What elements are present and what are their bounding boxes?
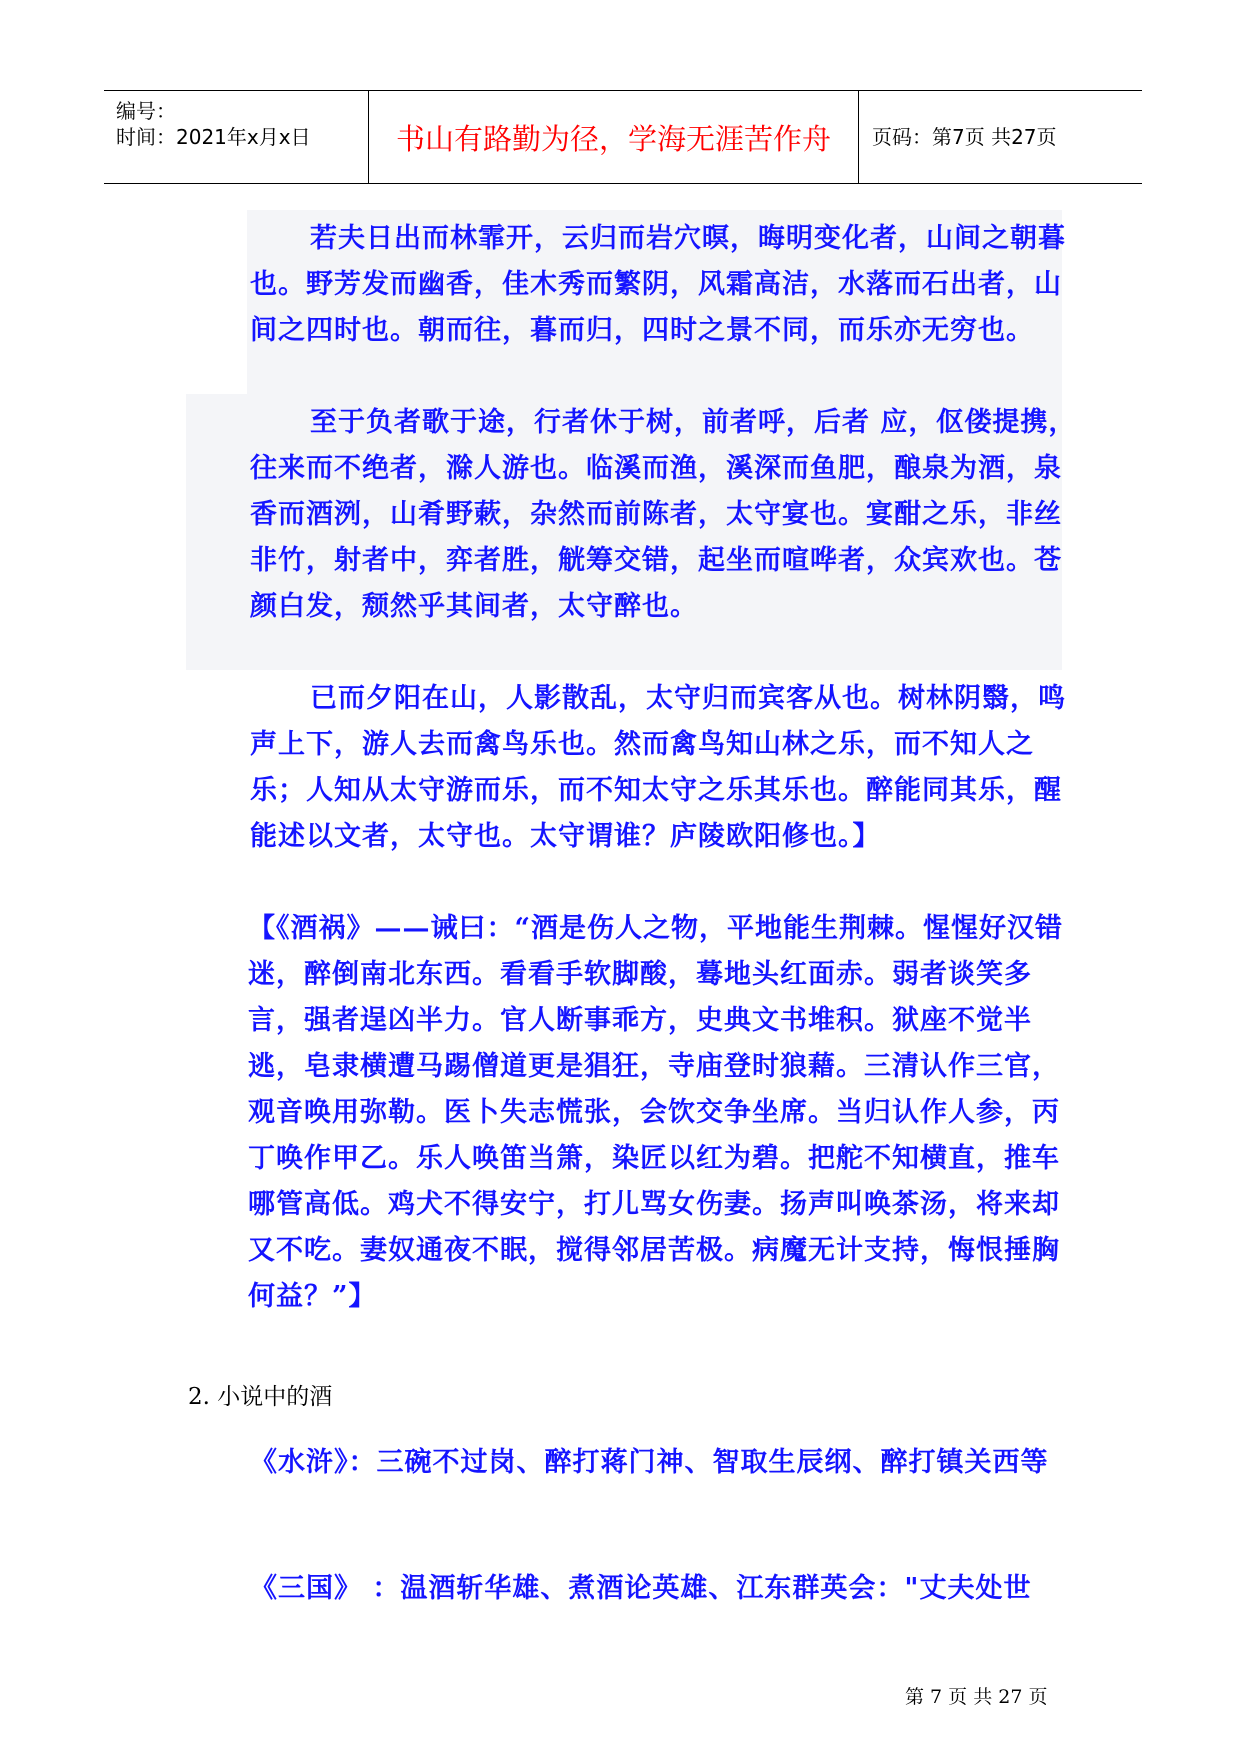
paragraph-shuihu: 《水浒》：三碗不过岗、醉打蒋门神、智取生辰纲、醉打镇关西等 — [250, 1447, 1049, 1478]
header-motto: 书山有路勤为径，学海无涯苦作舟 — [395, 121, 831, 156]
header-page-label: 页码：第7页 共27页 — [872, 125, 1057, 149]
paragraph-feast: 至于负者歌于途，行者休于树，前者呼，后者 应，伛偻提携，往来而不绝者，滁人游也。临溪而渔，溪深而鱼肥，酿泉为酒，泉香而酒洌，山肴野蔌，杂然而前陈者，太守宴也。宴酣之乐，非丝非竹，射者中，弈者胜，觥筹交错，起坐而喧哗者，众宾欢也。苍颜白发，颓然乎其间者，太守醉也。 — [250, 407, 1077, 622]
paragraph-morning-evening: 若夫日出而林霏开，云归而岩穴暝，晦明变化者，山间之朝暮也。野芳发而幽香，佳木秀而繁阴，风霜高洁，水落而石出者，山间之四时也。朝而往，暮而归，四时之景不同，而乐亦无穷也。 — [250, 223, 1066, 346]
paragraph-sunset: 已而夕阳在山，人影散乱，太守归而宾客从也。树林阴翳，鸣声上下，游人去而禽鸟乐也。然而禽鸟知山林之乐，而不知人之乐；人知从太守游而乐，而不知太守之乐其乐也。醉能同其乐，醒能述以文者，太守也。太守谓谁？庐陵欧阳修也。】 — [250, 683, 1066, 852]
list-item-novels: 2. 小说中的酒 — [188, 1384, 333, 1410]
time-label: 时间：2021年x月x日 — [116, 125, 311, 149]
page-footer: 第 7 页 共 27 页 — [905, 1686, 1048, 1708]
paragraph-wine-disaster: 【《酒祸》——诫曰：“酒是伤人之物，平地能生荆棘。惺惺好汉错迷，醉倒南北东西。看看手软脚酸，蓦地头红面赤。弱者谈笑多言，强者逞凶半力。官人断事乖方，史典文书堆积。狱座不觉半逃，皂隶横遭马踢僧道更是猖狂，寺庙登时狼藉。三清认作三官，观音唤用弥勒。医卜失志慌张，会饮交争坐席。当归认作人参，丙丁唤作甲乙。乐人唤笛当箫，染匠以红为碧。把舵不知横直，推车哪管高低。鸡犬不得安宁，打儿骂女伤妻。扬声叫唤茶汤，将来却又不吃。妻奴通夜不眠，搅得邻居苦极。病魔无计支持，悔恨捶胸何益？”】 — [248, 913, 1064, 1312]
paragraph-sanguo: 《三国》 ：温酒斩华雄、煮酒论英雄、江东群英会："丈夫处世 — [250, 1573, 1032, 1604]
page-header — [104, 90, 1142, 184]
serial-label: 编号： — [116, 99, 176, 123]
header-divider — [858, 91, 859, 183]
